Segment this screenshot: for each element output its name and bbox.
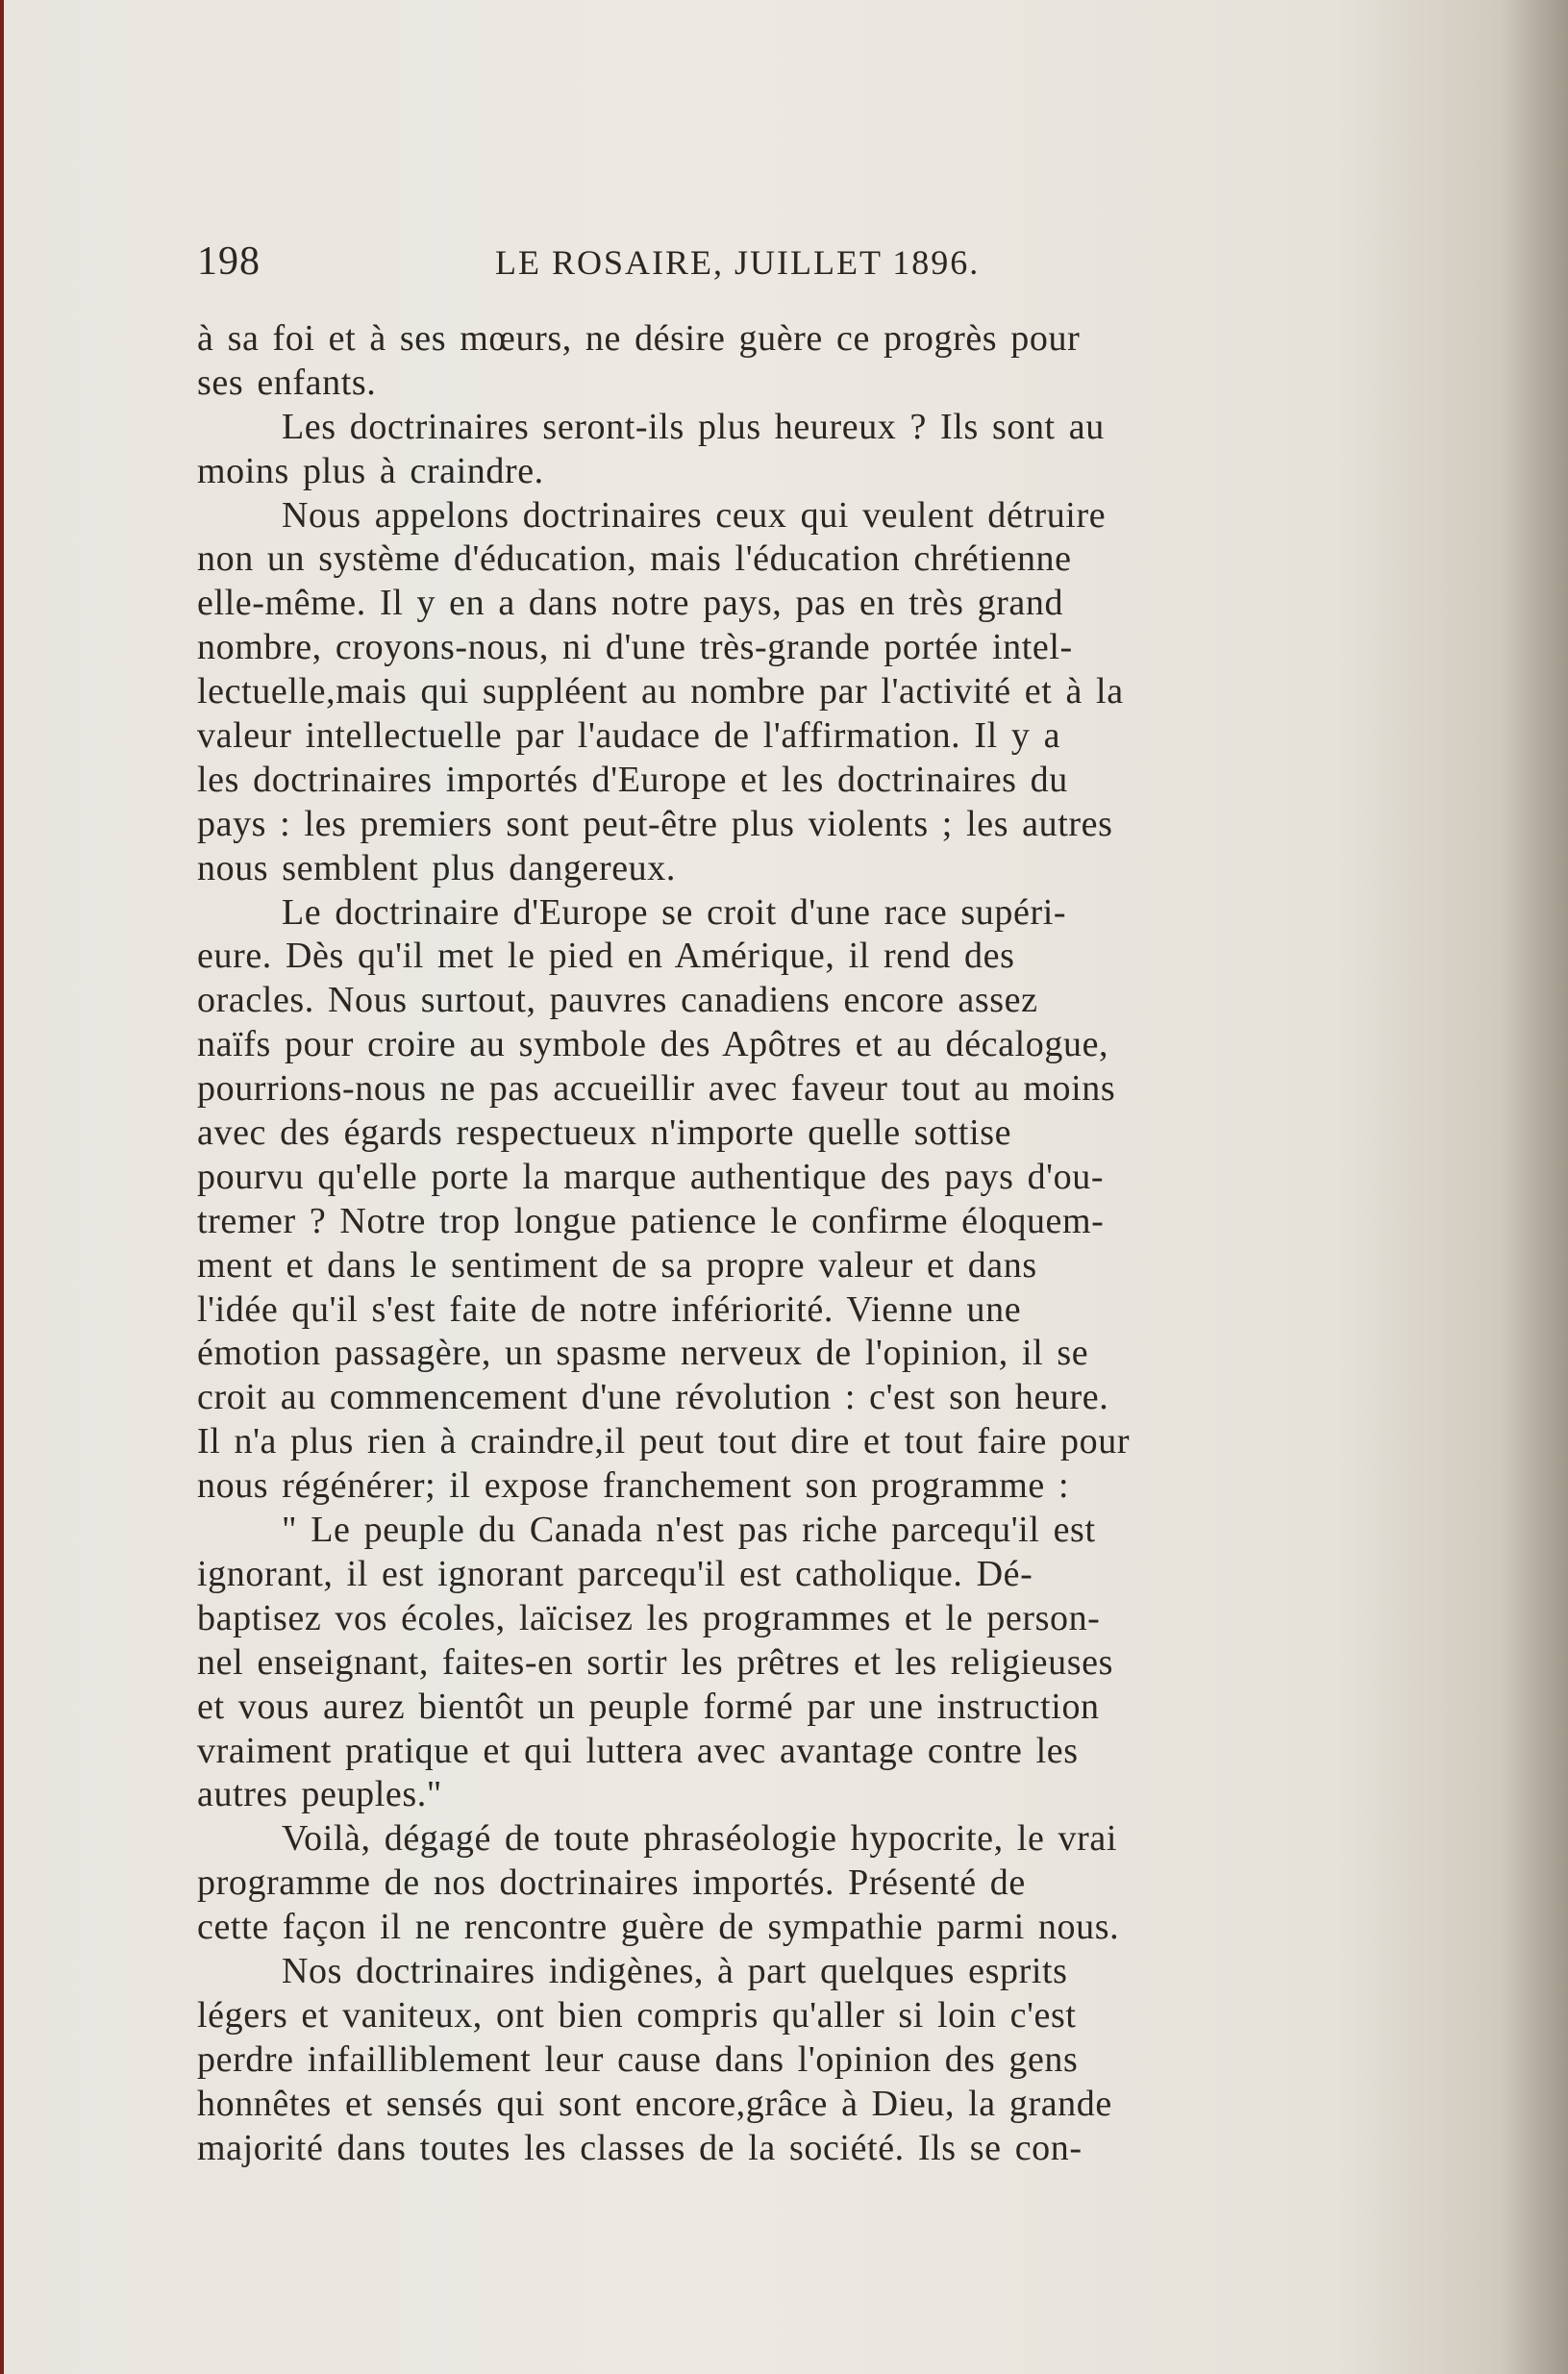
text-line: Le doctrinaire d'Europe se croit d'une race supéri- xyxy=(282,891,1067,933)
text-line: baptisez vos écoles, laïcisez les programmes et le person- xyxy=(197,1597,1101,1638)
text-line: ignorant, il est ignorant parcequ'il est catholique. Dé- xyxy=(197,1553,1033,1594)
text-line: eure. Dès qu'il met le pied en Amérique, il rend des xyxy=(197,936,1015,977)
text-line: pays : les premiers sont peut-être plus violents ; les autres xyxy=(197,803,1113,844)
text-line: lectuelle,mais qui suppléent au nombre par l'activité et à la xyxy=(197,671,1124,712)
text-line: valeur intellectuelle par l'audace de l'affirmation. Il y a xyxy=(197,715,1061,757)
text-line: avec des égards respectueux n'importe quelle sottise xyxy=(197,1112,1012,1154)
text-line: ment et dans le sentiment de sa propre valeur et dans xyxy=(197,1244,1037,1286)
text-line: " Le peuple du Canada n'est pas riche parcequ'il est xyxy=(282,1510,1096,1551)
text-line: les doctrinaires importés d'Europe et les doctrinaires du xyxy=(197,759,1068,800)
text-line: cette façon il ne rencontre guère de sympathie parmi nous. xyxy=(197,1907,1120,1948)
text-line: nel enseignant, faites-en sortir les prêtres et les religieuses xyxy=(197,1641,1113,1683)
text-line: honnêtes et sensés qui sont encore,grâce à Dieu, la grande xyxy=(197,2083,1112,2124)
text-line: tremer ? Notre trop longue patience le confirme éloquem- xyxy=(197,1200,1105,1241)
text-line: Nous appelons doctrinaires ceux qui veulent détruire xyxy=(282,494,1107,536)
text-line: perdre infailliblement leur cause dans l'opinion des gens xyxy=(197,2038,1079,2080)
text-line: et vous aurez bientôt un peuple formé par une instruction xyxy=(197,1686,1100,1727)
text-line: elle-même. Il y en a dans notre pays, pas en très grand xyxy=(197,583,1064,624)
text-line: Les doctrinaires seront-ils plus heureux ? Ils sont au xyxy=(282,406,1105,447)
text-line: Il n'a plus rien à craindre,il peut tout dire et tout faire pour xyxy=(197,1421,1131,1462)
body-text xyxy=(197,317,1332,2170)
text-line: autres peuples." xyxy=(197,1774,442,1815)
text-line: nous régénérer; il expose franchement son programme : xyxy=(197,1465,1070,1507)
text-line: nous semblent plus dangereux. xyxy=(197,847,676,888)
page-edge xyxy=(0,0,4,2374)
text-line: majorité dans toutes les classes de la société. Ils se con- xyxy=(197,2127,1083,2168)
text-line: programme de nos doctrinaires importés. Présenté de xyxy=(197,1862,1026,1904)
text-line: Nos doctrinaires indigènes, à part quelques esprits xyxy=(282,1950,1068,1991)
text-line: émotion passagère, un spasme nerveux de l'opinion, il se xyxy=(197,1333,1089,1374)
text-line: nombre, croyons-nous, ni d'une très-grande portée intel- xyxy=(197,627,1073,668)
text-line: légers et vaniteux, ont bien compris qu'aller si loin c'est xyxy=(197,1994,1077,2036)
text-line: pourrions-nous ne pas accueillir avec faveur tout au moins xyxy=(197,1068,1116,1110)
text-line: naïfs pour croire au symbole des Apôtres et au décalogue, xyxy=(197,1024,1109,1065)
text-line: moins plus à craindre. xyxy=(197,450,544,491)
text-line: croit au commencement d'une révolution : c'est son heure. xyxy=(197,1377,1109,1418)
running-head xyxy=(197,238,1197,287)
text-line: pourvu qu'elle porte la marque authentique des pays d'ou- xyxy=(197,1156,1105,1197)
running-title: LE ROSAIRE, JUILLET 1896. xyxy=(495,243,981,282)
text-line: l'idée qu'il s'est faite de notre infériorité. Vienne une xyxy=(197,1288,1022,1330)
text-line: oracles. Nous surtout, pauvres canadiens encore assez xyxy=(197,980,1038,1021)
text-line: Voilà, dégagé de toute phraséologie hypocrite, le vrai xyxy=(282,1818,1118,1860)
text-line: vraiment pratique et qui luttera avec avantage contre les xyxy=(197,1730,1079,1771)
page-number: 198 xyxy=(197,239,261,284)
text-line: non un système d'éducation, mais l'éducation chrétienne xyxy=(197,538,1072,580)
text-line: à sa foi et à ses mœurs, ne désire guère ce progrès pour xyxy=(197,318,1081,359)
text-line: ses enfants. xyxy=(197,362,377,403)
